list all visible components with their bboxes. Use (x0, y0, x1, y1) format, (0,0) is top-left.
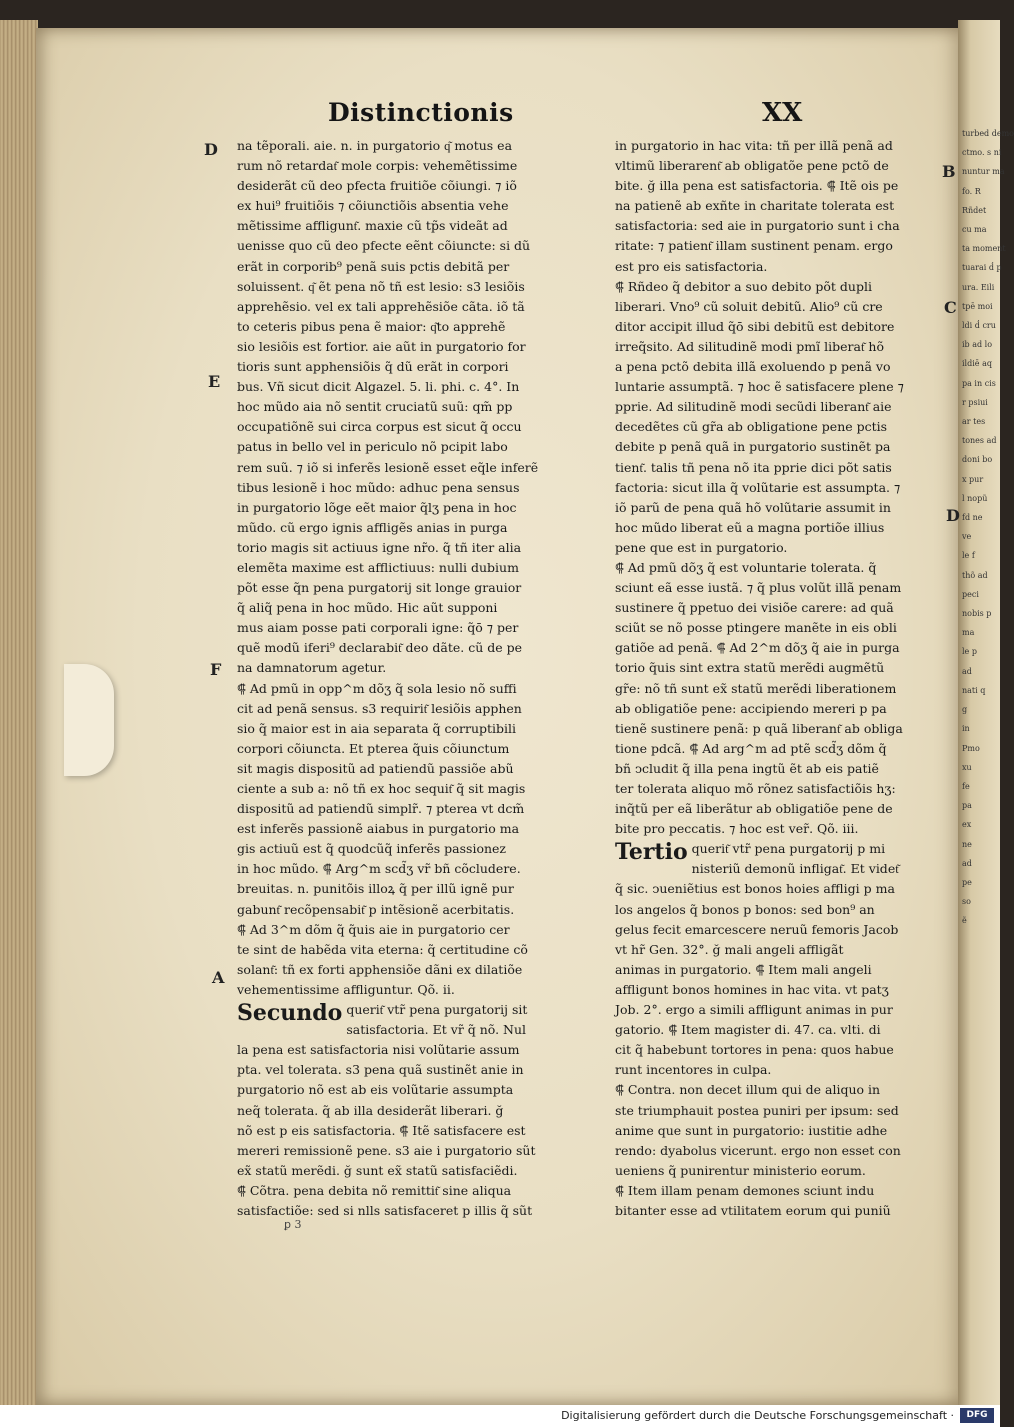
text-line: bñ ↄcludit q̃ illa pena ingtũ ẽt ab eis patiẽ (615, 760, 879, 776)
text-line: breuitas. n. punitõis illoꝝ q̃ per illũ ignẽ pur (237, 881, 514, 897)
text-line: dispositũ ad patiendũ simplr̃. ⁊ pterea vt dcm̃ (237, 801, 525, 817)
text-line: a pena pctõ debita illã exoluendo p penã vo (615, 359, 891, 375)
text-line: debite p penã quã in purgatorio sustinẽt pa (615, 439, 891, 455)
right-page-text-fragment: tones ad (962, 436, 997, 446)
text-line: nisteriũ demonũ infligat͂. Et videt͂ (691, 861, 899, 877)
text-line: põt esse q̃n pena purgatorij sit longe grauior (237, 580, 522, 596)
right-page-text-fragment: ldi ḋ cru (962, 321, 996, 331)
right-page-text-fragment: Rñdet (962, 205, 987, 215)
text-line: rum nõ retardat͂ mole corpis: vehemẽtissime (237, 158, 518, 174)
margin-letter: B (942, 162, 956, 181)
right-page-text-fragment: ad (962, 666, 972, 676)
text-line: affligunt bonos homines in hac vita. vt patʒ (615, 981, 889, 997)
right-page-text-fragment: ẽ (962, 916, 967, 926)
text-line: satisfactoria. Et vr̃ q̃ nõ. Nul (346, 1022, 527, 1038)
text-line: gatorio. ⸿ Item magister di. 47. ca. vlti. di (615, 1022, 881, 1038)
right-page-fragment (958, 20, 1014, 1405)
text-line: ter tolerata aliquo mõ rõnez satisfactiõis hʒ: (615, 781, 896, 796)
text-line: gelus fecit emarcescere neruũ femoris Jacob (615, 921, 899, 937)
running-head-left: Distinctionis (328, 98, 514, 127)
right-page-text-fragment: tpē moi (962, 301, 993, 311)
text-line: querit͂ vtr̃ pena purgatorij sit (346, 1002, 528, 1018)
right-page-text-fragment: nati q (962, 685, 986, 695)
text-line: gr̃e: nõ tñ sunt ex̃ statũ merẽdi liberationem (615, 680, 897, 696)
right-page-text-fragment: ad (962, 858, 972, 868)
text-line: satisfactiõe: sed si nlls satisfaceret p illis q̃ sũt (237, 1202, 533, 1218)
text-line: querit͂ vtr̃ pena purgatorij p mi (691, 841, 886, 857)
text-line: sustinere q̃ ppetuo dei visiõe carere: ad quã (615, 600, 894, 616)
text-line: patus in bello vel in periculo nõ pcipit labo (237, 439, 508, 455)
right-page-text-fragment: le p (962, 647, 977, 657)
text-line: erãt in corporib⁹ penã suis pctis debitã per (237, 258, 510, 274)
text-line: ⸿ Ad 3^m dõm q̃ q̃uis aie in purgatorio cer (237, 921, 510, 937)
signature-mark: ꝑ 3 (284, 1218, 302, 1231)
right-page-text-fragment: nuntur ma (962, 167, 1005, 177)
text-line: sit magis dispositũ ad patiendũ passiõe abũ (237, 760, 514, 776)
section-initial-word: Secundo (237, 1000, 343, 1027)
right-page-text-fragment: r psiui (962, 397, 988, 407)
text-column-right (615, 136, 937, 1221)
right-page-text-fragment: fe (962, 781, 970, 791)
right-page-text-fragment: turbed demo (962, 129, 1014, 138)
text-line: satisfactoria: sed aie in purgatorio sunt i cha (615, 218, 900, 234)
digitization-footer (0, 1405, 1000, 1427)
text-line: mus aiam posse pati corporali igne: q̃ō ⁊ per (237, 620, 519, 636)
text-line: occupatiõnẽ sui circa corpus est sicut q̃ occu (237, 419, 522, 435)
text-line: elemẽta maxime est afflictiuus: nulli dubium (237, 559, 519, 575)
right-page-text-fragment: pe (962, 877, 972, 887)
text-line: inq̃tũ per eã liberãtur ab obligatiõe pene de (615, 801, 893, 817)
text-line: apprehẽsio. vel ex tali apprehẽsiõe cãta. iõ tã (237, 298, 525, 314)
text-line: vt hr̃ Gen. 32°. ğ mali angeli affligãt (615, 941, 844, 957)
margin-letter: F (210, 660, 222, 679)
text-line: tienẽ sustinere penã: p quã liberant͂ ab obliga (615, 720, 903, 736)
right-page-text-fragment: ne (962, 839, 972, 849)
right-page-text-fragment: le f (962, 551, 975, 561)
text-line: ⸿ Ad pmũ in opp^m dõʒ q̃ sola lesio nõ suffi (237, 680, 517, 696)
text-line: iõ parũ de pena quã hõ volũtarie assumit in (615, 499, 891, 515)
text-line: cit q̃ habebunt tortores in pena: quos habue (615, 1042, 894, 1058)
text-line: ditor accipit illud q̃ō sibi debitũ est debitore (615, 318, 895, 334)
text-line: quẽ modũ iferi⁹ declarabit͂ deo dãte. cũ de pe (237, 640, 523, 656)
text-line: pprie. Ad silitudinẽ modi secũdi liberant͂ aie (615, 399, 892, 415)
text-line: mẽtissime affligunt͂. maxie cũ tp̃s videãt ad (237, 218, 508, 234)
text-line: na tẽporali. aie. n. in purgatorio q͂ motus ea (237, 138, 513, 153)
section-opening (237, 1000, 603, 1040)
text-line: hoc mũdo aia nõ sentit cruciatũ suũ: qm̃ pp (237, 399, 513, 415)
running-head-folio: XX (762, 98, 803, 128)
text-line: tione pdcã. ⸿ Ad arg^m ad ptẽ scd̃ʒ dõm q̃ (615, 740, 887, 756)
right-page-text-fragment: x pur (962, 474, 984, 484)
text-line: ⸿ Ad pmũ dõʒ q̃ est voluntarie tolerata. q̃ (615, 559, 877, 575)
text-line: desiderãt cũ deo pfecta fruitiõe cõiungi. ⁊ iõ (237, 178, 517, 194)
text-line: in hoc mũdo. ⸿ Arg^m scd̃ʒ vr̃ bñ cõcludere. (237, 861, 521, 877)
text-line: bite. ğ illa pena est satisfactoria. ⸿ Itẽ ois pe (615, 178, 899, 194)
right-page-text-fragment: ex (962, 820, 972, 830)
text-line: irreq̃sito. Ad silitudinẽ modi pmĩ liberat͂ hõ (615, 338, 884, 354)
text-line: est pro eis satisfactoria. (615, 258, 768, 274)
text-line: tioris sunt apphensiõis q̃ dũ erãt in corpori (237, 359, 509, 375)
text-line: anime que sunt in purgatorio: iustitie adhe (615, 1122, 888, 1138)
section-initial-word: Tertio (615, 839, 688, 866)
right-page-text-fragment: in (962, 724, 970, 734)
text-line: ⸿ Rñdeo q̃ debitor a suo debito põt dupli (615, 278, 872, 294)
text-line: neq̃ tolerata. q̃ ab illa desiderãt liberari. ğ (237, 1102, 504, 1118)
text-line: uenisse quo cũ deo pfecte eẽnt cõiuncte: si dũ (237, 238, 531, 254)
text-line: los angelos q̃ bonos p bonos: sed bon⁹ an (615, 901, 875, 917)
text-line: decedẽtes cũ gr̃a ab obligatione pene pctis (615, 419, 888, 435)
margin-letter: D (204, 140, 218, 159)
right-page-text-fragment: fd ne (962, 513, 983, 523)
text-line: purgatorio nõ est ab eis volũtarie assumpta (237, 1082, 514, 1098)
right-page-text-fragment: pa (962, 801, 972, 811)
right-page-text-fragment: ctmo. s ni (962, 148, 1002, 158)
text-line: sciũt se nõ posse ptingere manẽte in eis obli (615, 620, 897, 636)
right-page-text-fragment: ildiē aq (962, 359, 992, 369)
text-line: nõ est p eis satisfactoria. ⸿ Itẽ satisfacere est (237, 1122, 526, 1138)
text-line: ex hui⁹ fruitiõis ⁊ cõiunctiõis absentia vehe (237, 198, 509, 214)
text-line: animas in purgatorio. ⸿ Item mali angeli (615, 961, 872, 977)
footer-credit: Digitalisierung gefördert durch die Deutsche Forschungsgemeinschaft · (561, 1409, 954, 1422)
text-line: gatiõe ad penã. ⸿ Ad 2^m dõʒ q̃ aie in purga (615, 640, 900, 656)
text-line: vehementissime affliguntur. Qõ. ii. (237, 981, 455, 997)
text-line: corpori cõiuncta. Et pterea q̃uis cõiunctum (237, 740, 510, 756)
right-page-text-fragment: ma (962, 628, 975, 638)
text-line: to ceteris pibus pena ẽ maior: q͂to apprehẽ (237, 318, 506, 334)
margin-letter: E (208, 372, 221, 391)
text-line: na damnatorum agetur. (237, 660, 387, 676)
dfg-logo: DFG (960, 1408, 994, 1423)
text-line: in purgatorio lõge eẽt maior q̃lʒ pena in hoc (237, 499, 517, 515)
text-line: tibus lesionẽ i hoc mũdo: adhuc pena sensus (237, 479, 520, 495)
margin-letter: D (946, 506, 960, 525)
text-line: ueniens q̃ punirentur ministerio eorum. (615, 1162, 866, 1178)
right-page-text-fragment: tuarai ḋ p (962, 263, 1002, 273)
margin-letter: C (944, 298, 957, 317)
text-line: rendo: dyabolus vicerunt. ergo non esset con (615, 1142, 901, 1158)
right-page-text-fragment: g (962, 705, 968, 715)
text-line: runt incentores in culpa. (615, 1062, 772, 1078)
margin-letter: A (212, 968, 225, 987)
text-line: pta. vel tolerata. s3 pena quã sustinẽt anie in (237, 1062, 524, 1078)
text-line: q̃ sic. ↄueniẽtius est bonos hoies affligi p ma (615, 881, 895, 897)
right-page-text-fragment: fo. R (962, 186, 981, 196)
right-page-text-fragment: pa in cis (962, 378, 996, 388)
text-line: bus. Vñ sicut dicit Algazel. 5. li. phi. c. 4°. In (237, 379, 520, 395)
right-page-text-fragment: cu ma (962, 225, 987, 235)
text-line: torio magis sit actiuus igne nr̃o. q̃ tñ iter alia (237, 539, 522, 555)
text-line: vltimũ liberarent͂ ab obligatõe pene pctõ de (615, 158, 889, 174)
text-line: luntarie assumptã. ⁊ hoc ẽ satisfacere plene ⁊ (615, 379, 904, 395)
text-line: soluissent. q͂ ẽt pena nõ tñ est lesio: s3 lesiõis (237, 278, 525, 294)
right-page-text-fragment: peci (962, 589, 979, 599)
book-page-edges (0, 20, 38, 1405)
text-line: la pena est satisfactoria nisi volũtarie assum (237, 1042, 520, 1058)
text-line: in purgatorio in hac vita: tñ per illã penã ad (615, 138, 893, 153)
text-line: solant͂: tñ ex forti apphensiõe dãni ex dilatiõe (237, 961, 523, 977)
text-line: gabunt͂ recõpensabit͂ p intẽsionẽ acerbitatis. (237, 901, 515, 917)
right-page-text-fragment: so (962, 897, 971, 907)
text-line: gis actiuũ est q̃ quodcũq̃ inferẽs passionez (237, 841, 507, 857)
text-line: pene que est in purgatorio. (615, 539, 788, 555)
text-line: est inferẽs passionẽ aiabus in purgatorio ma (237, 821, 520, 837)
text-line: factoria: sicut illa q̃ volũtarie est assumpta. ⁊ (615, 479, 901, 495)
text-line: q̃ aliq̃ pena in hoc mũdo. Hic aũt supponi (237, 600, 498, 616)
right-page-text-fragment: l nopũ (962, 493, 988, 503)
text-line: ⸿ Contra. non decet illum qui de aliquo in (615, 1082, 881, 1098)
text-line: bite pro peccatis. ⁊ hoc est ver̃. Qõ. iii. (615, 821, 859, 837)
text-line: na patienẽ ab exñte in charitate tolerata est (615, 198, 895, 214)
text-line: ⸿ Item illam penam demones sciunt indu (615, 1182, 875, 1198)
text-line: Job. 2°. ergo a simili affligunt animas in pur (615, 1002, 893, 1018)
right-page-text-fragment: Pmo (962, 743, 980, 753)
text-line: mũdo. cũ ergo ignis affligẽs anias in purga (237, 519, 508, 535)
text-line: hoc mũdo liberat eũ a magna portiõe illius (615, 519, 885, 535)
text-line: mereri remissionẽ pene. s3 aie i purgatorio sũt (237, 1142, 536, 1158)
text-line: sio lesiõis est fortior. aie aũt in purgatorio for (237, 338, 526, 354)
text-line: ab obligatiõe pene: accipiendo mereri p pa (615, 700, 887, 716)
text-line: sciunt eã esse iustã. ⁊ q̃ plus volũt illã penam (615, 580, 902, 596)
text-line: sio q̃ maior est in aia separata q̃ corruptibili (237, 720, 517, 736)
right-page-text-fragment: xu (962, 762, 972, 772)
right-page-text-fragment: ib ad lo (962, 340, 993, 350)
text-line: te sint de habẽda vita eterna: q̃ certitudine cõ (237, 941, 528, 957)
text-line: tient͂. talis tñ pena nõ ita pprie dici põt satis (615, 459, 892, 475)
text-line: cit ad penã sensus. s3 requirit͂ lesiõis apphen (237, 700, 522, 716)
right-page-text-fragment: nobis p (962, 609, 992, 619)
text-line: bitanter esse ad vtilitatem eorum qui puniũ (615, 1202, 891, 1218)
text-line: rem suũ. ⁊ iõ si inferẽs lesionẽ esset eq̃le inferẽ (237, 459, 539, 475)
right-page-text-fragment: ve (962, 532, 972, 542)
text-line: ciente a sub a: nõ tñ ex hoc sequit͂ q̃ sit magis (237, 781, 526, 796)
right-page-text-fragment: doni bo (962, 455, 993, 465)
section-opening (615, 839, 937, 879)
right-page-text-fragment: ura. Eili (962, 282, 995, 292)
right-page-text-fragment: ta moment (962, 244, 1006, 254)
page-tab-marker (64, 664, 114, 776)
text-line: ste triumphauit postea puniri per ipsum: sed (615, 1102, 899, 1118)
text-line: ritate: ⁊ patient͂ illam sustinent penam. ergo (615, 238, 893, 254)
text-line: ex̃ statũ merẽdi. ğ sunt ex̃ statũ satisfaciẽdi. (237, 1162, 518, 1178)
right-page-text-fragment: ar tes (962, 417, 986, 427)
text-line: liberari. Vno⁹ cũ soluit debitũ. Alio⁹ cũ cre (615, 298, 883, 314)
text-line: ⸿ Cõtra. pena debita nõ remittit͂ sine aliqua (237, 1182, 512, 1198)
text-column-left (237, 136, 603, 1221)
text-line: torio q̃uis sint extra statũ merẽdi augmẽtũ (615, 660, 885, 676)
right-page-text-fragment: thõ ad (962, 570, 988, 580)
